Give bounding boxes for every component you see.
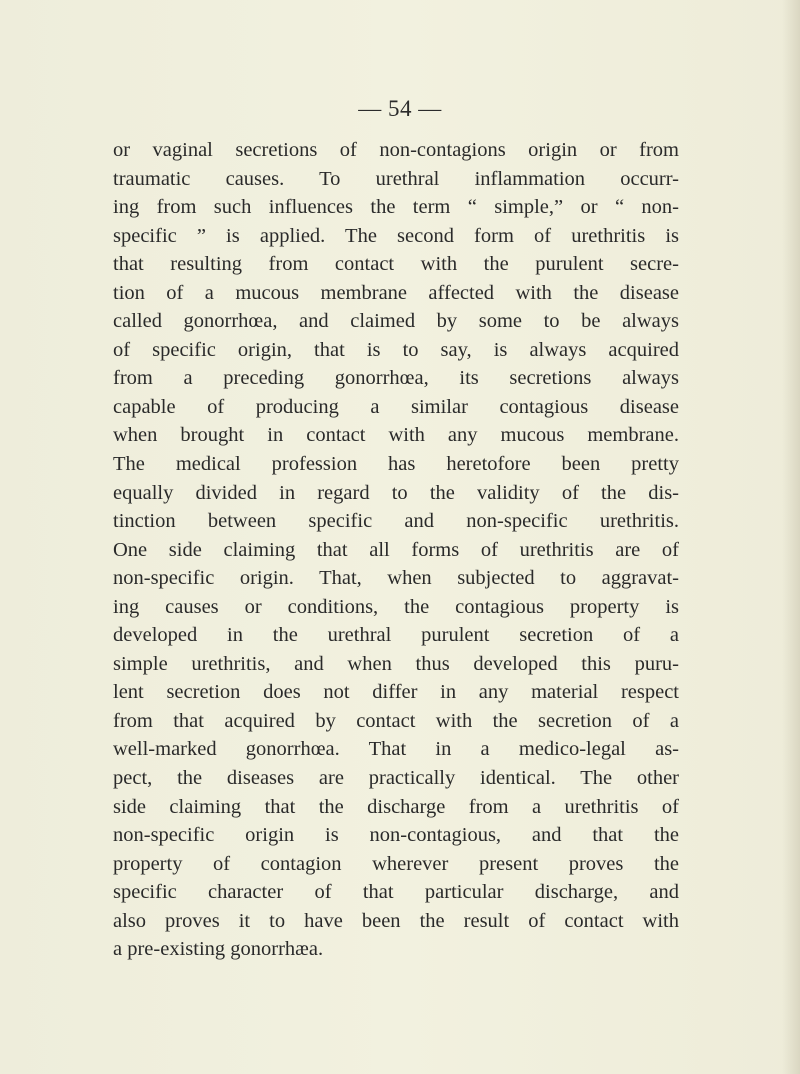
text-line: ing causes or conditions, the contagious property is — [113, 595, 679, 618]
text-line: or vaginal secretions of non-contagions origin or from — [113, 139, 679, 161]
text-line: tinction between specific and non-specific urethritis. — [113, 510, 679, 533]
text-line: tion of a mucous membrane affected with the disease — [113, 281, 679, 304]
text-line: developed in the urethral purulent secretion of a — [113, 624, 679, 647]
text-line: The medical profession has heretofore been pretty — [113, 453, 679, 476]
text-line: of specific origin, that is to say, is always acquired — [113, 338, 679, 361]
text-line: from a preceding gonorrhœa, its secretions always — [113, 367, 679, 390]
text-line: pect, the diseases are practically identical. The other — [113, 767, 679, 790]
text-line: lent secretion does not differ in any material respect — [113, 681, 679, 704]
text-line: non-specific origin. That, when subjected to aggravat- — [113, 567, 679, 590]
text-line: simple urethritis, and when thus developed this puru- — [113, 652, 679, 675]
text-line: side claiming that the discharge from a urethritis of — [113, 795, 679, 818]
text-line: a pre-existing gonorrhæa. — [113, 938, 324, 961]
text-line: when brought in contact with any mucous membrane. — [113, 424, 679, 447]
text-line: equally divided in regard to the validity of the dis- — [113, 481, 679, 504]
text-line: traumatic causes. To urethral inflammation occurr- — [113, 167, 679, 190]
text-line: well-marked gonorrhœa. That in a medico-legal as- — [113, 738, 679, 761]
page-number: — 54 — — [358, 96, 442, 121]
text-line: non-specific origin is non-contagious, and that the — [113, 824, 679, 847]
text-line: ing from such influences the term “ simple,” or “ non- — [113, 196, 679, 219]
text-line: specific character of that particular discharge, and — [113, 881, 679, 904]
text-line: property of contagion wherever present proves the — [113, 852, 679, 875]
text-line: One side claiming that all forms of urethritis are of — [113, 538, 679, 561]
text-line: called gonorrhœa, and claimed by some to be always — [113, 310, 679, 333]
text-line: also proves it to have been the result of contact with — [113, 909, 679, 932]
text-line: specific ” is applied. The second form of urethritis is — [113, 224, 679, 247]
text-line: from that acquired by contact with the secretion of a — [113, 709, 679, 732]
page-edge-shadow — [782, 0, 800, 1074]
text-line: that resulting from contact with the purulent secre- — [113, 253, 679, 276]
text-line: capable of producing a similar contagious disease — [113, 395, 679, 418]
body-text — [113, 136, 679, 964]
